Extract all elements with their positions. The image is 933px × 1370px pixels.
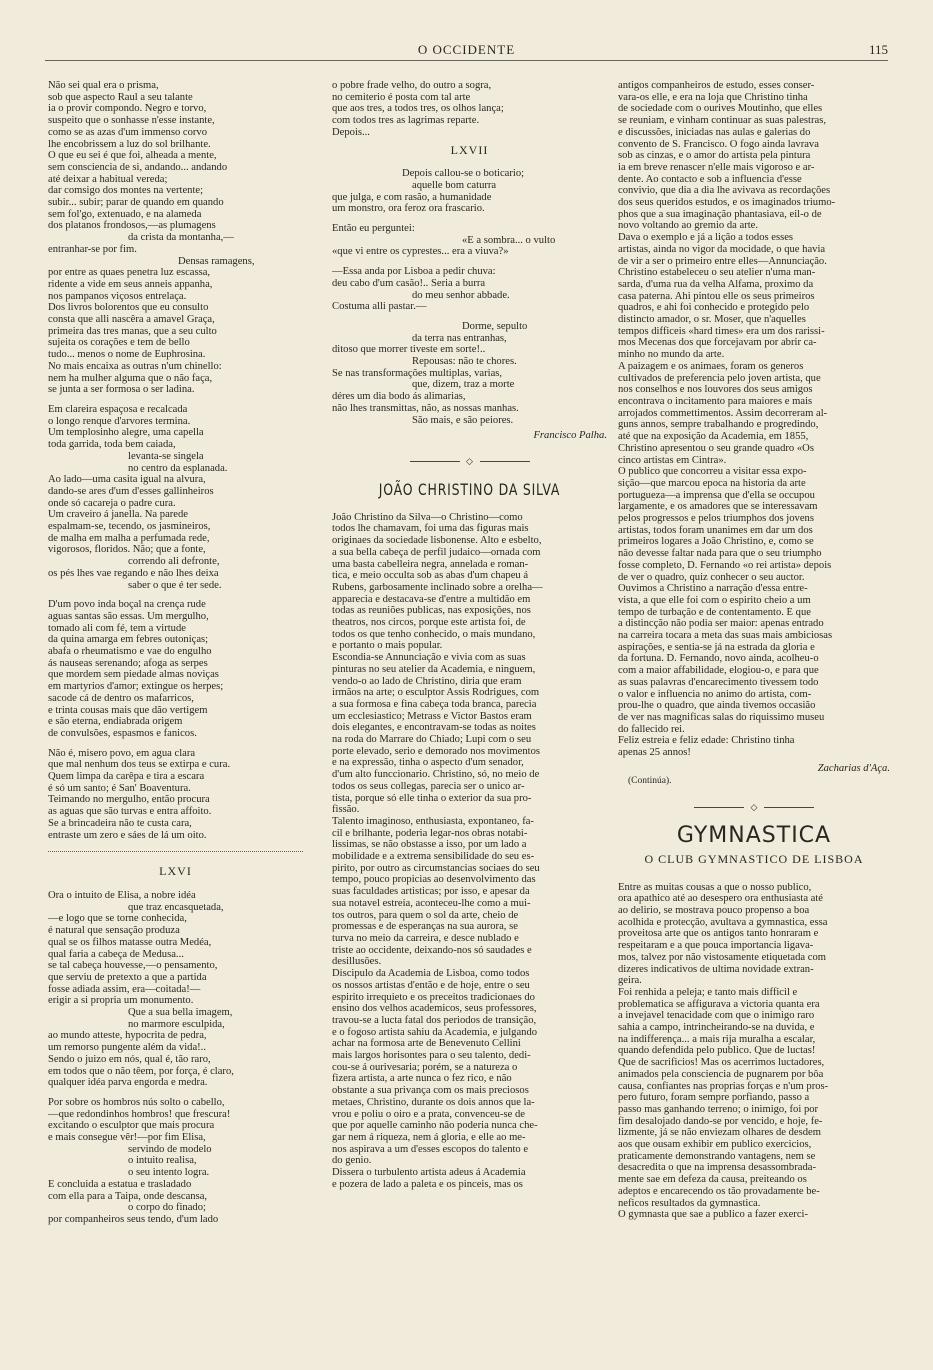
text-line: na roda do Marrare do Chiado; Lupi com o seu (332, 734, 532, 746)
verse-line: O que eu sei é que foi, alheada a mente, (48, 150, 217, 162)
text-line: Que de sacrificios! Mas os acerrimos luctadores, (618, 1057, 825, 1069)
page-header (45, 40, 888, 61)
verse-line: de convulsões, espasmos e fanicos. (48, 727, 197, 739)
verse-line: Repousas: não te chores. (412, 356, 517, 368)
verse-line: em martyrios d'amor; extingue os herpes; (48, 681, 224, 693)
text-line: ia em breve renascer n'elle mais vigoroso e ar- (618, 161, 815, 173)
verse-line: que traz encasquetada, (128, 901, 224, 913)
poem-stanza (48, 748, 303, 842)
poem-stanza (332, 223, 607, 258)
verse-line: São mais, e são peiores. (412, 414, 514, 426)
poem-stanza (332, 321, 607, 426)
verse-line: no cemiterio é posta com tal arte (332, 91, 471, 103)
text-line: Rubens, garbosamente inclinado sobre a orelha— (332, 581, 543, 593)
text-line: desillusões. (332, 956, 382, 968)
verse-line: qualquer idéa parva engorda e medra. (48, 1077, 208, 1089)
verse-line: tomado ali com fé, tem a virtude (48, 622, 186, 634)
text-line: O gymnasta que sae a publico a fazer exerci- (618, 1209, 809, 1221)
verse-line: ás nauseas serenando; afoga as serpes (48, 657, 208, 669)
text-line: de sociedade com o ourives Moutinho, que elles (618, 103, 823, 115)
verse-line: vigorosos, floridos. Não; que a fonte, (48, 544, 206, 556)
verse-line: com todos tres as lagrimas reparte. (332, 115, 480, 127)
text-line: mais largos horisontes para o seu talento, dedi- (332, 1050, 531, 1062)
text-line: Christino apresentou o seu grande quadro «Os (618, 442, 814, 454)
verse-line: se tal cabeça houvesse,—o pensamento, (48, 960, 218, 972)
text-line: uma basta cabelleira negra, annelada e roman- (332, 558, 529, 570)
poem-stanza (48, 1097, 303, 1226)
verse-line: aguas santas são essas. Um mergulho, (48, 610, 209, 622)
verse-line: um remorso pungente além da vida!.. (48, 1042, 206, 1054)
verse-line: com ella para a Taipa, onde descansa, (48, 1190, 208, 1202)
text-line: dos seus queridos estudos, e os imaginados triumo- (618, 197, 836, 209)
column-3 (618, 80, 890, 1221)
text-line: de ver nas magnificas salas do riquissimo museu (618, 711, 825, 723)
verse-line: entranhar-se por fim. (48, 243, 137, 255)
verse-line: Não é, misero povo, em agua clara (48, 747, 196, 759)
poem-stanza (48, 599, 303, 739)
text-line: vista, a que elle foi com o espirito cheio a um (618, 594, 811, 606)
text-line: suas faculdades artisticas; por isso, e apesar da (332, 886, 530, 898)
poem-stanza (332, 80, 607, 139)
verse-line: Se a brincadeira não te custa cara, (48, 817, 192, 829)
text-line: sob as cinzas, e o amor do artista pela pintura (618, 150, 811, 162)
text-line: respeitaram e a que pouca importancia ligava- (618, 940, 814, 952)
verse-line: Depois... (332, 126, 370, 138)
verse-line: da terra nas entranhas, (412, 332, 507, 344)
text-line: cil e brilhante, poderia legar-nos obras notabi- (332, 827, 528, 839)
verse-line: qual faria a cabeça de Medusa... (48, 948, 184, 960)
text-line: minho no mundo da arte. (618, 349, 725, 361)
text-line: Dava o exemplo e já a lição a todos esses (618, 232, 794, 244)
text-line: antigos companheiros de estudo, esses conser- (618, 80, 815, 91)
text-line: todas as reuniões publicas, nas exposições, nos (332, 605, 531, 617)
verse-line: é só um santo; é San' Boaventura. (48, 782, 191, 794)
verse-line: da crista da montanha,— (128, 232, 234, 244)
text-line: todos lhe chamavam, foi uma das figuras mais (332, 523, 529, 535)
verse-line: dando-se ares d'um d'esses gallinheiros (48, 485, 214, 497)
text-line: ao delirio, se mostrava pouco propenso a boa (618, 905, 810, 916)
text-line: animados pela consciencia de pugnarem por bôa (618, 1068, 824, 1080)
verse-line: do meu senhor abbade. (412, 289, 510, 301)
text-line: convivio, que dia a dia lhe avivava as recordações (618, 185, 831, 197)
text-line: primeiros logares a João Christino, e, como se (618, 536, 814, 548)
text-line: cinco artistas em Cintra». (618, 454, 727, 466)
text-line: cou-se á ourivesaria; porém, se a natureza o (332, 1061, 518, 1073)
verse-line: que serviu de pretexto a que a partida (48, 971, 207, 983)
text-line: distincto amador, o sr. Moser, que n'aquelles (618, 314, 806, 326)
text-line: a sua formosa e fina cabeça toda branca, parecia (332, 698, 537, 710)
text-line: de ver o quadro, quiz conhecer o seu auctor. (618, 571, 805, 583)
text-line: mente sae em defeza da causa, preiteando os (618, 1174, 807, 1186)
verse-line: Um templosinho alegre, uma capella (48, 427, 204, 439)
verse-line: Dorme, sepulto (462, 320, 528, 332)
poem-stanza (332, 266, 607, 313)
section-number: LXVI (159, 864, 192, 879)
verse-line: sob que aspecto Raul a seu talante (48, 91, 193, 103)
verse-line: déres um dia bodo ás alimarias, (332, 391, 466, 403)
verse-line: Por sobre os hombros nús solto o cabello, (48, 1096, 225, 1108)
text-line: causa, confiantes nas proprias forças e n'um pros- (618, 1080, 829, 1092)
verse-line: Um craveiro á janella. Na parede (48, 509, 188, 521)
text-line: problematica se affigurava a victoria quanta era (618, 998, 820, 1010)
text-line: de vir a ser o primeiro entre elles—Annunciação. (618, 255, 827, 267)
verse-line: o corpo do finado; (128, 1202, 206, 1214)
text-line: vara-os elle, e era na loja que Christino tinha (618, 91, 808, 103)
text-line: praticamente demonstrando vantagens, nem se (618, 1150, 816, 1162)
verse-line: os pés lhes vae regando e não lhes deixa (48, 567, 219, 579)
text-line: Talento imaginoso, enthusiasta, expontaneo, fa- (332, 815, 534, 827)
text-line: tica, e meio occulta sob as abas d'um chapeu á (332, 570, 529, 582)
dotted-divider (48, 851, 303, 852)
text-line: turva no meio da carreira, e desce nublado e (332, 933, 519, 944)
text-line: obstante a sua privança com os mais preciosos (332, 1085, 529, 1097)
verse-line: é natural que sensação produza (48, 925, 180, 937)
text-line: geira. (618, 975, 642, 987)
verse-line: onde só cacareja o padre cura. (48, 497, 176, 509)
text-line: tempo, pouco propicias ao desenvolvimento das (332, 874, 536, 886)
text-line: do fallecido rei. (618, 723, 685, 735)
text-line: Dissera o turbulento artista adeus á Academia (332, 1167, 526, 1179)
text-line: O publico que concorreu a visitar essa expo- (618, 466, 807, 478)
verse-line: o seu intento logra. (128, 1167, 210, 1179)
text-line: tempo de turbação e de contentamento. É que (618, 606, 811, 618)
column-2 (332, 80, 607, 1190)
verse-line: Dos livros bolorentos que eu consulto (48, 302, 209, 314)
text-line: o valor e influencia no animo do artista, com- (618, 688, 812, 700)
verse-line: de malha em malha a perfumada rede, (48, 532, 210, 544)
text-line: quando defendida pelo publico. Que de luctas! (618, 1045, 816, 1057)
text-line: a sua bella cabeça de perfil judaico—ornada com (332, 546, 541, 558)
author-signature: Francisco Palha. (533, 430, 607, 442)
text-line: irmãos na arte; o esculptor Assis Rodrigues, com (332, 687, 540, 699)
masthead-title: O OCCIDENTE (417, 42, 516, 57)
verse-line: Que a sua bella imagem, (128, 1007, 233, 1019)
page-number: 115 (868, 42, 888, 57)
verse-line: que mordem sem piedade almas noviças (48, 669, 219, 681)
verse-line: consta que alli nascêra a amavel Graça, (48, 314, 215, 326)
poem-stanza (48, 890, 303, 1089)
text-line: originaes da sociedade lisbonense. Alto e esbelto, (332, 535, 542, 547)
text-line: travou-se a lucta fatal dos periodos de transição, (332, 1014, 537, 1026)
text-line: porte elevado, serio e demorado nos movimentos (332, 745, 540, 757)
text-line: arrojados commettimentos. Assim decorreram al- (618, 407, 828, 419)
verse-line: Não sei qual era o prisma, (48, 80, 159, 91)
verse-line: —que redondinhos hombros! que frescura! (48, 1108, 231, 1120)
text-line: phos que a sua imaginação phantasiava, eil-o de (618, 208, 822, 220)
verse-line: ao mundo atteste, hypocrita de pedra, (48, 1030, 207, 1042)
text-line: pinturas no seu atelier da Academia, e ninguem, (332, 663, 536, 675)
verse-line: que aos tres, a todos tres, os olhos lança; (332, 103, 504, 115)
text-line: novo voltando ao gremio da arte. (618, 220, 759, 232)
text-line: Feliz estreia e feliz edade: Christino tinha (618, 735, 795, 747)
verse-line: Sendo o juizo em nós, qual é, tão raro, (48, 1053, 211, 1065)
text-line: dois elegantes, e encontravam-se todas as noites (332, 722, 536, 734)
text-line: e o fogoso artista sahiu da Academia, e julgando (332, 1026, 538, 1038)
verse-line: qual se os filhos matasse outra Medéa, (48, 936, 212, 948)
text-line: na indifferença... a mais rija muralha a escalar, (618, 1033, 816, 1045)
text-line: mobilidade e a extrema sensibilidade do seu es- (332, 851, 535, 863)
text-line: Entre as muitas cousas a que o nosso publico, (618, 881, 812, 893)
text-line: e discussões, iniciadas nas aulas e galerias do (618, 126, 811, 138)
ornament-divider (694, 802, 814, 812)
text-line: acolhida e protecção, avultava a gymnastica, essa (618, 916, 828, 928)
text-line: a invejavel tenacidade com que o inimigo raro (618, 1010, 815, 1022)
verse-line: ia o provir compondo. Negro e torvo, (48, 103, 207, 115)
text-line: vendo-o ao lado de Christino, diria que eram (332, 675, 522, 687)
verse-line: sem consciencia de si, andando... andando (48, 161, 228, 173)
ornament-icon: ◇ (750, 802, 758, 813)
verse-line: Depois callou-se o boticario; (402, 168, 525, 180)
ornament-divider (410, 456, 530, 466)
author-signature: Zacharias d'Aça. (817, 762, 890, 774)
text-line: na carreira tocara a meta das suas mais ambiciosas (618, 630, 833, 642)
text-line: encontrava o incitamento para maiores e mais (618, 395, 813, 407)
text-line: aspirações, e sentia-se já na estrada da gloria e (618, 641, 815, 653)
section-subtitle: O CLUB GYMNASTICO DE LISBOA (644, 851, 864, 866)
text-line: tos outros, para quem o sol da arte, cheio de (332, 909, 519, 921)
text-line: e pozera de lado a paleta e os pinceis, mas os (332, 1178, 523, 1190)
verse-line: Ora o intuito de Elisa, a nobre idéa (48, 890, 196, 901)
verse-line: dos platanos frondosos,—as plumagens (48, 220, 216, 232)
verse-line: nos pampanos viçosos entrelaça. (48, 290, 187, 302)
text-line: triste ao occidente, deixando-nos só saudades e (332, 944, 532, 956)
text-line: a distincção não podia ser maior: apenas entrado (618, 618, 824, 630)
text-line: guns annos, sempre trabalhando e progredindo, (618, 419, 819, 431)
text-line: apparecia e destacava-se d'entre a multidão em (332, 593, 531, 605)
text-line: artistas, ainda no vigor da mocidade, o que havia (618, 243, 826, 255)
text-line: achar na formosa arte de Benevenuto Cellini (332, 1038, 521, 1050)
text-line: pero futuro, foram sempre porfiando, passo a (618, 1092, 810, 1104)
verse-line: D'um povo inda boçal na crença rude (48, 599, 206, 611)
text-line: casa paterna. Ahi pintou elle os seus primeiros (618, 290, 815, 302)
text-line: dizeres indicativos de ultima novidade extran- (618, 963, 814, 975)
verse-line: tudo... menos o nome de Euphrosina. (48, 349, 206, 361)
verse-line: as aguas que são turvas e entra affoito. (48, 806, 212, 818)
verse-line: no centro da esplanada. (128, 462, 228, 474)
text-line: e portanto o mais popular. (332, 640, 443, 652)
verse-line: sacode cá de dentro os mafarricos, (48, 692, 194, 704)
verse-line: Em clareira espaçosa e recalcada (48, 403, 188, 415)
verse-line: que julga, e com rasão, a humanidade (332, 191, 492, 203)
text-line: largamente, e os amadores que se interessavam (618, 501, 818, 513)
text-line: e na expressão, tinha o aspecto d'um senador, (332, 757, 524, 769)
text-line: fizera artista, a arte nunca o fez rico, e não (332, 1073, 512, 1085)
verse-line: sujeita os corações e tem de bello (48, 337, 190, 349)
verse-line: No mais encaixa as outras n'um chinello: (48, 360, 222, 372)
poem-stanza (332, 168, 607, 215)
text-line: artistas, todos foram unanimes em dar um dos (618, 524, 813, 536)
text-line: sahia a campo, intrincheirando-se na duvida, e (618, 1022, 815, 1034)
text-line: desacredita o que na imprensa desassombrada- (618, 1162, 816, 1174)
continued-note: (Continúa). (628, 776, 672, 787)
text-line: fissão. (332, 804, 360, 816)
text-line: do genio. (332, 1155, 372, 1167)
text-line: tempos difficeis «hard times» era um dos rarissi- (618, 325, 825, 337)
text-line: fosse completo, D. Fernando «o rei artista» depois (618, 559, 832, 571)
text-line: ora apathico até ao desespero ora enthusiasta até (618, 893, 824, 905)
verse-line: espalmam-se, tecendo, os jasmineiros, (48, 521, 211, 533)
text-line: mos Mecenas dos que forcejavam por abrir ca- (618, 337, 817, 349)
verse-line: da quina amarga em febres outoniças; (48, 634, 209, 646)
verse-line: lhe encobrissem a luz do sol brilhante. (48, 138, 211, 150)
text-line: sua notavel estreia, aconteceu-lhe como a mui- (332, 897, 531, 909)
verse-line: Se nas transformações multiplas, varias, (332, 367, 503, 379)
column-1 (48, 80, 303, 1226)
verse-line: «que vi entre os cyprestes... era a viuva?» (332, 246, 509, 258)
verse-line: —Essa anda por Lisboa a pedir chuva: (332, 266, 496, 278)
verse-line: Então eu perguntei: (332, 223, 415, 235)
verse-line: sem fol'go, extenuado, e na alameda (48, 208, 202, 220)
verse-line: excitando o esculptor que mais procura (48, 1120, 215, 1132)
text-line: metaes, Christino, durante os dois annos que la- (332, 1096, 535, 1108)
text-line: pelos progressos e pelos triumphos dos jovens (618, 513, 814, 525)
text-line: fim desalojado dando-se por vencido, e hoje, fe- (618, 1115, 823, 1127)
text-line: que por aquelle caminho não poderia nunca che- (332, 1120, 538, 1132)
verse-line: suspeito que o sonhasse n'esse instante, (48, 115, 215, 127)
text-line: portugueza—a imprensa que d'ella se occupou (618, 489, 815, 501)
verse-line: E concluida a estatua e trasladado (48, 1178, 192, 1190)
text-line: Discipulo da Academia de Lisboa, como todos (332, 968, 530, 980)
text-line: até que na exposição da Academia, em 1855, (618, 431, 809, 443)
verse-line: o pobre frade velho, do outro a sogra, (332, 80, 492, 91)
verse-line: o longo renque d'arvores termina. (48, 415, 191, 427)
section-number: LXVII (450, 142, 489, 157)
text-line: d'um alto funccionario. Christino, só, no meio de (332, 769, 540, 781)
verse-line: que, dizem, traz a morte (412, 379, 515, 391)
verse-line: um monstro, ora feroz ora frascario. (332, 203, 485, 215)
verse-line: no marmore esculpida, (128, 1018, 225, 1030)
text-line: apenas 25 annos! (618, 747, 691, 759)
text-line: nos aspirava a um d'esses escopos do talento e (332, 1143, 529, 1155)
text-line: adeptos e encarecendo os tão provadamente be- (618, 1185, 820, 1197)
text-line: pirito, por outro as circumstancias sociaes do seu (332, 862, 540, 874)
verse-line: ditoso que morrer tiveste em sorte!.. (332, 344, 486, 356)
verse-line: por companheiros seus tendo, d'um lado (48, 1213, 219, 1225)
verse-line: dar comsigo dos montes na vertente; (48, 185, 204, 197)
verse-line: como se as azas d'um immenso corvo (48, 126, 208, 138)
verse-line: o intuito realisa, (128, 1155, 197, 1167)
verse-line: Ao lado—uma casita igual na alvura, (48, 474, 206, 486)
verse-line: Costuma alli pastar.— (332, 301, 427, 313)
text-line: prou-lhe o quadro, que ainda tivemos occasião (618, 700, 816, 712)
verse-line: e mais consegue vêr!—por fim Elisa, (48, 1132, 206, 1144)
text-line: dente. Ao contacto e sob a influencia d'esse (618, 173, 802, 185)
text-line: João Christino da Silva—o Christino—como (332, 511, 523, 523)
text-line: nos conselhos e nos louvores dos seus amigos (618, 384, 813, 396)
text-line: Escondia-se Annunciação e vivia com as suas (332, 652, 526, 664)
section-title: GYMNASTICA (676, 823, 832, 849)
text-line: tista, porque só elle tinha o exterior da sua pro- (332, 792, 532, 804)
text-line: todos os que tenho conhecido, o mais mundano, (332, 628, 536, 640)
text-line: A paizagem e os animaes, foram os generos (618, 360, 804, 372)
text-line: neficos resultados da gymnastica. (618, 1197, 761, 1209)
verse-line: e são eterna, endiabrada origem (48, 716, 183, 728)
text-line: gar nem á riqueza, nem á gloria, e elle ao me- (332, 1131, 526, 1143)
article-body (618, 882, 890, 1221)
verse-line: correndo ali defronte, (128, 556, 220, 568)
verse-line: subir... subir; parar de quando em quando (48, 197, 224, 209)
text-line: proveitosa arte que os antigos tanto honraram e (618, 928, 819, 940)
verse-line: em todos que o não têem, por força, é claro, (48, 1065, 234, 1077)
article-body (332, 512, 607, 1191)
verse-line: nem ha mulher alguma que o não faça, (48, 372, 213, 384)
text-line: cultivados de preferencia pelo joven artista, que (618, 372, 821, 384)
verse-line: até deixar a habitual vereda; (48, 173, 168, 185)
text-line: sarda, d'uma rua da velha Alfama, proximo da (618, 278, 814, 290)
text-line: quadros, e ahi foi conhecido e protegido pelo (618, 302, 810, 314)
text-line: Christino estabeleceu o seu atelier n'uma man- (618, 267, 816, 279)
verse-line: toda garrida, toda bem caiada, (48, 439, 176, 451)
text-line: passo mas ganhando terreno; o inimigo, foi por (618, 1103, 819, 1115)
poem-stanza (48, 404, 303, 591)
verse-line: erigir a si propria um monumento. (48, 995, 194, 1007)
text-line: da fortuna. D. Fernando, novo ainda, acolheu-o (618, 653, 819, 665)
text-line: os nossos artistas d'então e de hoje, entre o seu (332, 979, 530, 991)
text-line: aos que ousam exhibir em publico exercicios, (618, 1139, 812, 1151)
text-line: Ouvimos a Christino a narração d'essa entre- (618, 583, 808, 595)
text-line: Foi renhida a peleja; e tanto mais difficil e (618, 986, 798, 998)
article-body (618, 80, 890, 759)
verse-line: abafa o rheumatismo e vae do engulho (48, 646, 212, 658)
text-line: promessas e de esperanças na sua aurora, se (332, 921, 518, 933)
verse-line: ridente a vide em seus anneis appanha, (48, 278, 213, 290)
text-line: theatros, nos circos, porque este artista foi, de (332, 617, 526, 629)
verse-line: Densas ramagens, (178, 255, 255, 267)
text-line: lissimas, se não obstasse a isso, por um lado a (332, 839, 527, 851)
text-line: mos, talvez por não vistosamente etiquetada com (618, 951, 826, 963)
text-line: convento de S. Francisco. O fogo ainda lavrava (618, 138, 819, 150)
verse-line: que mal nenhum dos teus se extirpa e cura. (48, 759, 231, 771)
verse-line: e trinta cousas mais que dão vertigem (48, 704, 208, 716)
verse-line: deu cabo d'um casão!.. Seria a burra (332, 277, 486, 289)
text-line: ensino dos velhos academicos, seus professores, (332, 1003, 537, 1015)
text-line: as suas palavras d'encarecimento tivessem todo (618, 676, 819, 688)
verse-line: Quem limpa da carêpa e tira a escara (48, 771, 205, 783)
verse-line: saber o que é ter sede. (128, 579, 222, 591)
text-line: todos os seus collegas, parecia ser o unico ar- (332, 780, 525, 792)
verse-line: se junta a ser formosa o ser ladina. (48, 384, 195, 396)
text-line: se reuniam, e vinham continuar as suas palestras, (618, 115, 826, 127)
text-line: sição—que marcou epoca na historia da arte (618, 477, 806, 489)
article-title: JOÃO CHRISTINO DA SILVA (378, 479, 561, 499)
poem-stanza (48, 80, 303, 396)
verse-line: entraste um zero e sáes de lá um oito. (48, 829, 207, 841)
text-line: lizmente, já se não enviezam olhares de desdem (618, 1127, 821, 1139)
text-line: não devesse faltar nada para que o seu triumpho (618, 548, 822, 560)
text-line: um ecclesiastico; Metrass e Victor Bastos eram (332, 710, 532, 722)
verse-line: «E a sombra... o vulto (462, 234, 556, 246)
verse-line: aquelle bom caturra (412, 179, 497, 191)
text-line: vrou e poliu o oiro e a prata, convenceu-se de (332, 1108, 525, 1120)
text-line: espirito irrequieto e os preceitos tradicionaes do (332, 991, 535, 1003)
verse-line: por entre as quaes penetra luz escassa, (48, 267, 211, 279)
verse-line: Teimando no mergulho, então procura (48, 794, 210, 806)
text-line: com a maior affabilidade, elogiou-o, e para que (618, 665, 819, 677)
verse-line: —e logo que se torne conhecida, (48, 913, 187, 925)
verse-line: fosse adiada assim, era—coitada!— (48, 983, 201, 995)
verse-line: não lhes transmittas, não, as nossas manhas. (332, 402, 519, 414)
verse-line: primeira das tres manas, que a seu culto (48, 325, 217, 337)
ornament-icon: ◇ (466, 455, 473, 466)
verse-line: levanta-se singela (128, 450, 204, 462)
verse-line: servindo de modelo (128, 1143, 212, 1155)
